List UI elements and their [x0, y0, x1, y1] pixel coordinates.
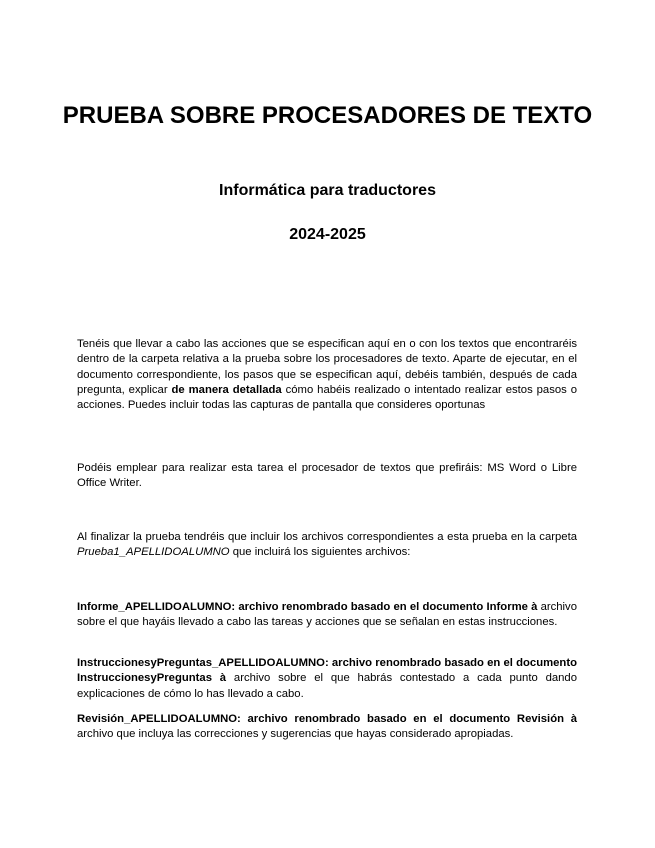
file-item-description: archivo que incluya las correcciones y sugerencias que hayas considerado apropiadas.: [77, 728, 514, 741]
file-item-title: Informe_APELLIDOALUMNO: archivo renombrado basado en el documento Informe à: [77, 601, 538, 613]
intro-text-before: Tenéis que llevar a cabo las acciones que se especifican aquí en o con los textos que encontraréis dentro de la carpeta relativa a la prueba sobre los procesadores de texto. Aparte de ejecutar, en el documento correspondiente, los pasos que se especifican aquí, debéis también, después de cada pregunta, explicar: [77, 338, 577, 396]
file-item-title: InstruccionesyPreguntas_APELLIDOALUMNO: archivo renombrado basado en el documento InstruccionesyPreguntas à: [77, 657, 577, 685]
folder-name: Prueba1_APELLIDOALUMNO: [77, 546, 230, 559]
file-item-title: Revisión_APELLIDOALUMNO: archivo renombrado basado en el documento Revisión à: [77, 713, 577, 725]
document-subtitle: Informática para traductores: [219, 182, 436, 199]
file-item-informe: [77, 600, 577, 631]
academic-year: 2024-2025: [289, 226, 366, 243]
intro-text-after: cómo habéis realizado o intentado realizar estos pasos o acciones. Puedes incluir todas las capturas de pantalla que consideres oportunas: [77, 383, 577, 412]
file-item-description: archivo sobre el que habrás contestado a cada punto dando explicaciones de cómo lo has llevado a cabo.: [77, 672, 577, 700]
software-paragraph: Podéis emplear para realizar esta tarea el procesador de textos que prefiráis: MS Word o Libre Office Writer.: [77, 462, 577, 490]
file-item-instrucciones: [77, 656, 577, 702]
document-title: PRUEBA SOBRE PROCESADORES DE TEXTO: [62, 102, 593, 129]
file-item-revision: [77, 712, 577, 743]
intro-emphasis: de manera detallada: [171, 383, 282, 396]
file-item-description: archivo sobre el que hayáis llevado a cabo las tareas y acciones que se señalan en estas instrucciones.: [77, 601, 577, 629]
folder-text-after: que incluirá los siguientes archivos:: [229, 546, 411, 559]
intro-paragraph: [77, 337, 577, 413]
folder-paragraph: [77, 530, 577, 561]
folder-text-before: Al finalizar la prueba tendréis que incluir los archivos correspondientes a esta prueba en la carpeta: [77, 531, 577, 543]
